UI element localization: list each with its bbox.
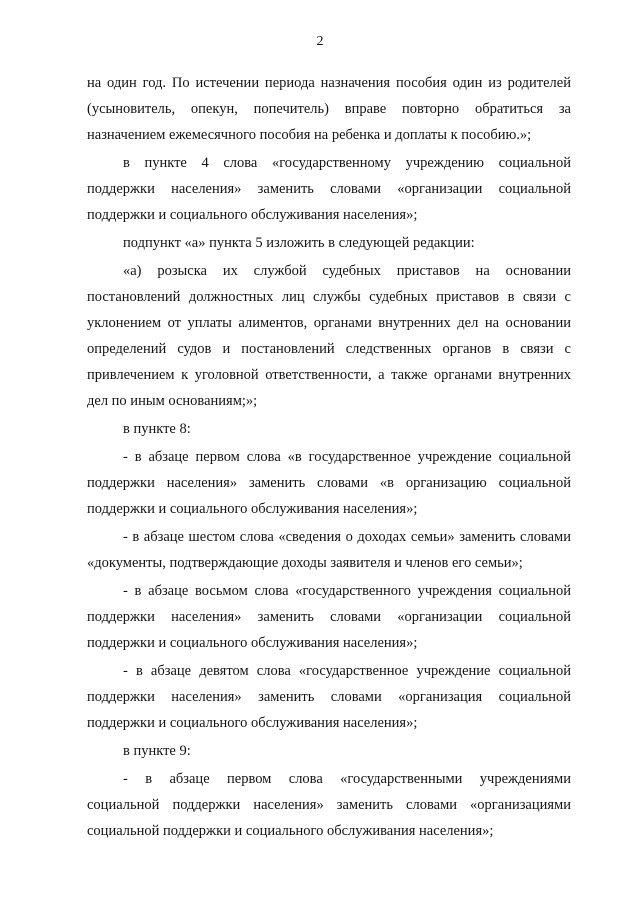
text-line: - в абзаце первом слова «в государственное учреждение социальной — [123, 449, 571, 465]
text-line: поддержки и социального обслуживания населения»; — [87, 207, 418, 223]
text-line: - в абзаце восьмом слова «государственного учреждения социальной — [123, 583, 571, 599]
text-line: социальной поддержки и социального обслуживания населения»; — [87, 823, 494, 839]
text-line: поддержки и социального обслуживания населения»; — [87, 715, 418, 731]
text-line: в пункте 8: — [123, 421, 191, 437]
text-line: (усыновитель, опекун, попечитель) вправе повторно обратиться за — [87, 101, 571, 117]
page-number: 2 — [316, 34, 324, 49]
text-line: поддержки населения» заменить словами «организации социальной — [87, 609, 571, 625]
text-line: привлечением к уголовной ответственности, а также органами внутренних — [87, 367, 571, 383]
text-line: «а) розыска их службой судебных приставов на основании — [123, 263, 571, 279]
text-line: - в абзаце шестом слова «сведения о доходах семьи» заменить словами — [123, 529, 571, 545]
text-line: - в абзаце первом слова «государственными учреждениями — [123, 771, 571, 787]
text-line: определений судов и постановлений следственных органов в связи с — [87, 341, 571, 357]
text-line: в пункте 9: — [123, 743, 191, 759]
text-line: уклонением от уплаты алиментов, органами внутренних дел на основании — [87, 315, 571, 331]
text-line: поддержки населения» заменить словами «организация социальной — [87, 689, 571, 705]
text-line: подпункт «а» пункта 5 изложить в следующей редакции: — [123, 235, 475, 251]
text-line: поддержки и социального обслуживания населения»; — [87, 635, 418, 651]
text-line: поддержки населения» заменить словами «организации социальной — [87, 181, 571, 197]
text-line: - в абзаце девятом слова «государственное учреждение социальной — [123, 663, 571, 679]
document-body — [87, 73, 571, 847]
text-line: «документы, подтверждающие доходы заявителя и членов его семьи»; — [87, 555, 523, 571]
text-line: на один год. По истечении периода назначения пособия один из родителей — [87, 75, 571, 91]
text-line: назначением ежемесячного пособия на ребенка и доплаты к пособию.»; — [87, 127, 532, 143]
text-line: дел по иным основаниям;»; — [87, 393, 258, 409]
text-line: социальной поддержки населения» заменить словами «организациями — [87, 797, 571, 813]
text-line: постановлений должностных лиц службы судебных приставов в связи с — [87, 289, 571, 305]
text-line: в пункте 4 слова «государственному учреждению социальной — [123, 155, 571, 171]
text-line: поддержки населения» заменить словами «в организацию социальной — [87, 475, 571, 491]
text-line: поддержки и социального обслуживания населения»; — [87, 501, 418, 517]
